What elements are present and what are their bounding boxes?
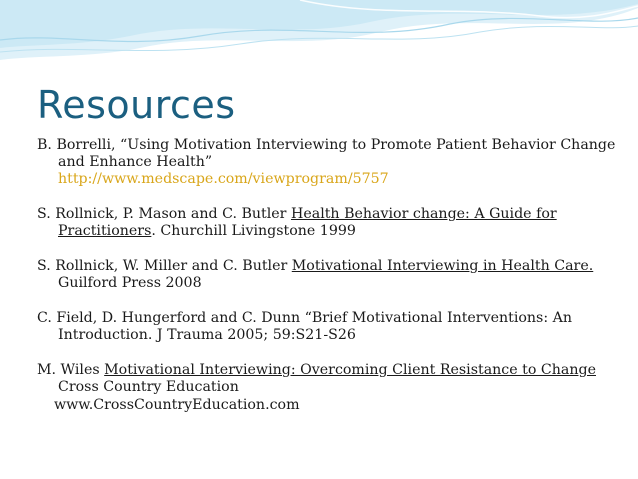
reference-publisher: . Churchill Livingstone 1999 — [151, 223, 356, 239]
reference-authors: S. Rollnick, W. Miller and C. Butler — [37, 258, 292, 274]
reference-book-title: Motivational Interviewing: Overcoming Client Resistance to Change — [104, 362, 596, 378]
reference-book-title: Health Behavior change: A Guide for Practitioners — [58, 206, 557, 239]
reference-item — [37, 258, 627, 292]
reference-item — [37, 137, 627, 188]
reference-text: C. Field, D. Hungerford and C. Dunn “Brief Motivational Interventions: An Introduction. J Trauma 2005; 59:S21-S26 — [37, 310, 573, 343]
decorative-wave-header — [0, 0, 638, 80]
reference-publisher: Guilford Press 2008 — [58, 275, 202, 291]
reference-publisher: Cross Country Education — [58, 379, 239, 395]
reference-text: B. Borrelli, “Using Motivation Interviewing to Promote Patient Behavior Change and Enhance Health” — [37, 137, 616, 170]
slide-title: Resources — [37, 83, 236, 127]
reference-list — [37, 137, 627, 414]
reference-authors: M. Wiles — [37, 362, 105, 378]
reference-website: www.CrossCountryEducation.com — [54, 397, 300, 413]
reference-authors: S. Rollnick, P. Mason and C. Butler — [37, 206, 291, 222]
reference-book-title: Motivational Interviewing in Health Care. — [291, 258, 594, 274]
reference-link[interactable]: http://www.medscape.com/viewprogram/5757 — [58, 171, 389, 187]
reference-item — [37, 310, 627, 344]
reference-item — [37, 362, 627, 414]
reference-item — [37, 206, 627, 240]
